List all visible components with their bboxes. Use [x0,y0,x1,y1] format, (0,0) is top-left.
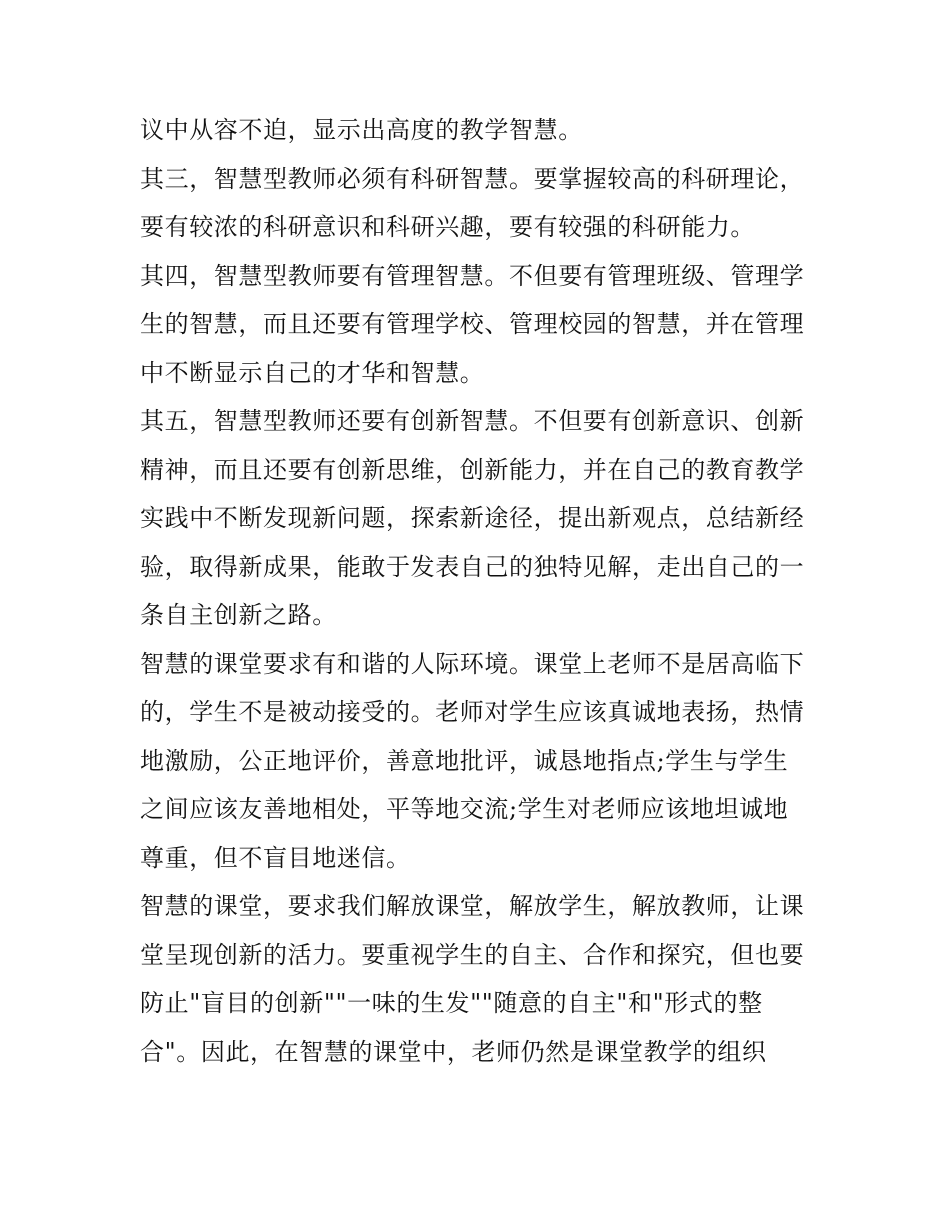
text-line: 智慧的课堂，要求我们解放课堂，解放学生，解放教师，让课 [140,892,805,920]
text-line: 中不断显示自己的才华和智慧。 [140,358,485,387]
text-line: 堂呈现创新的活力。要重视学生的自主、合作和探究，但也要 [140,940,805,969]
text-line: 合"。因此，在智慧的课堂中，老师仍然是课堂教学的组织 [140,1037,767,1066]
text-line: 验，取得新成果，能敢于发表自己的独特见解，走出自己的一 [140,552,805,581]
text-line: 尊重，但不盲目地迷信。 [140,843,411,872]
text-line: 防止"盲目的创新""一味的生发""随意的自主"和"形式的整 [140,989,763,1017]
text-line: 之间应该友善地相处，平等地交流;学生对老师应该地坦诚地 [140,795,789,823]
text-line: 其五，智慧型教师还要有创新智慧。不但要有创新意识、创新 [140,407,805,435]
text-line: 其四，智慧型教师要有管理智慧。不但要有管理班级、管理学 [140,261,805,290]
text-line: 实践中不断发现新问题，探索新途径，提出新观点，总结新经 [140,504,805,532]
text-line: 要有较浓的科研意识和科研兴趣，要有较强的科研能力。 [140,213,755,241]
text-line: 其三，智慧型教师必须有科研智慧。要掌握较高的科研理论， [140,164,805,193]
text-line: 生的智慧，而且还要有管理学校、管理校园的智慧，并在管理 [140,310,805,338]
text-line: 的，学生不是被动接受的。老师对学生应该真诚地表扬，热情 [140,698,805,726]
text-line: 精神，而且还要有创新思维，创新能力，并在自己的教育教学 [140,455,805,484]
body-text [140,106,820,1076]
text-line: 议中从容不迫，显示出高度的教学智慧。 [140,116,583,144]
text-line: 条自主创新之路。 [140,601,337,629]
text-line: 地激励，公正地评价，善意地批评，诚恳地指点;学生与学生 [140,746,789,775]
text-line: 智慧的课堂要求有和谐的人际环境。课堂上老师不是居高临下 [140,649,805,678]
